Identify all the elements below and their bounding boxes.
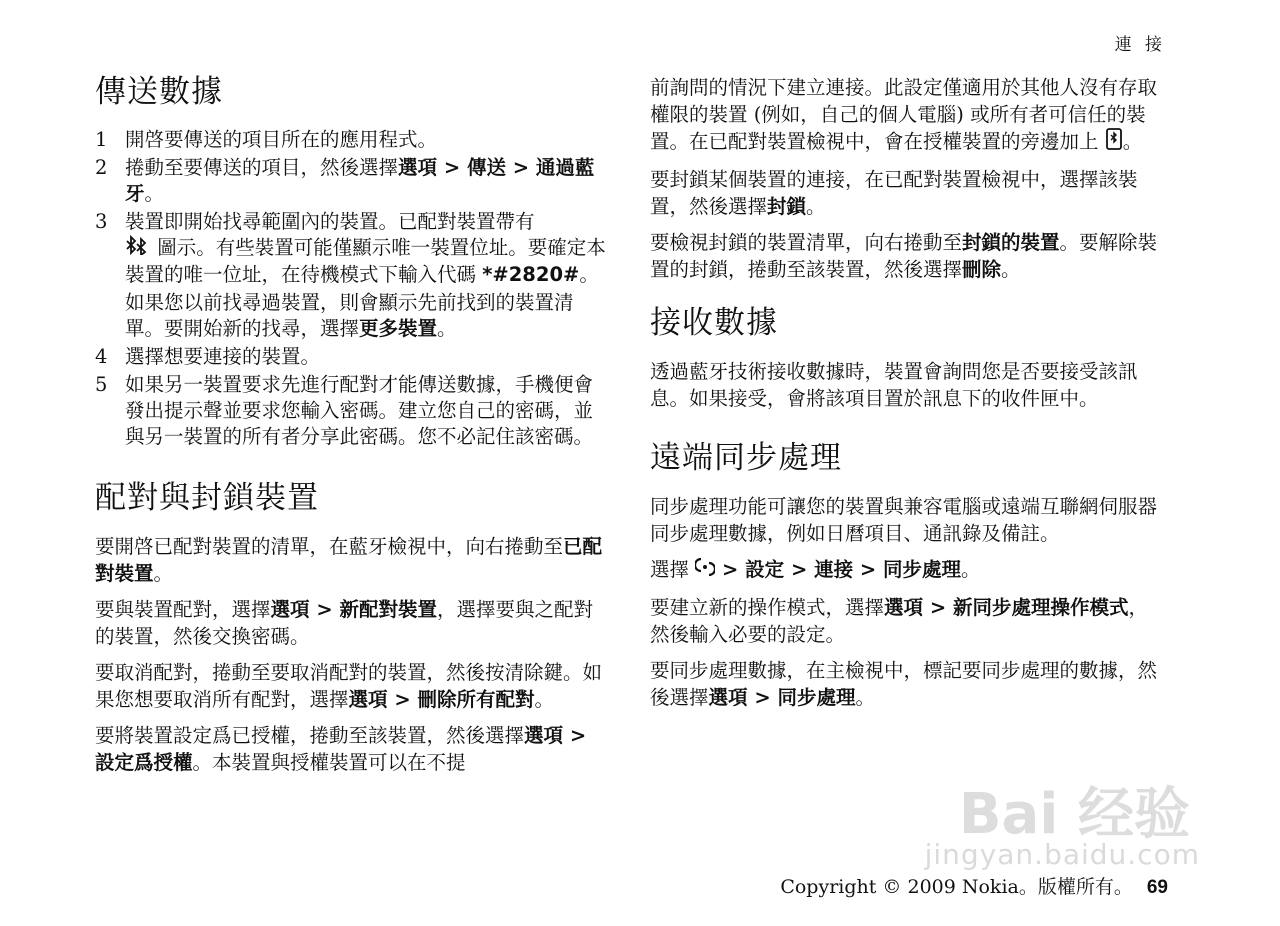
sync-paragraph-4: 要同步處理數據，在主檢視中，標記要同步處理的數據，然後選擇選項 > 同步處理。 (650, 659, 1158, 710)
list-item: 1 開啓要傳送的項目所在的應用程式。 (95, 128, 438, 152)
watermark-logo: Bai 经验 (958, 782, 1190, 847)
page-footer (780, 872, 1168, 899)
pair-block-heading: 配對與封鎖裝置 (95, 480, 319, 517)
remote-sync-heading: 遠端同步處理 (650, 440, 842, 477)
send-steps-list (95, 127, 610, 450)
receive-paragraph: 透過藍牙技術接收數據時，裝置會詢問您是否要接受該訊息。如果接受，會將該項目置於訊息下的收件匣中。 (650, 360, 1138, 411)
list-item: 5 如果另一裝置要求先進行配對才能傳送數據，手機便會發出提示聲並要求您輸入密碼。建立您自己的密碼，並與另一裝置的所有者分享此密碼。您不必記住該密碼。 (95, 373, 594, 449)
list-item: 2 捲動至要傳送的項目，然後選擇選項 > 傳送 > 通過藍牙。 (95, 156, 595, 206)
sync-paragraph-3: 要建立新的操作模式，選擇選項 > 新同步處理操作模式，然後輸入必要的設定。 (650, 596, 1148, 647)
page-number: 69 (1146, 877, 1168, 898)
list-item: 3 裝置即開始找尋範圍內的裝置。已配對裝置帶有 圖示。有些裝置可能僅顯示唯一裝置位址。要確定本裝置的唯一位址，在待機模式下輸入代碼 *#2820#。 如果您以前找尋過裝置，則會顯示先前找到的裝置清單。要開始新的找尋，選擇更多裝置。 (95, 210, 606, 341)
sync-paragraph-2: 選擇 > 設定 > 連接 > 同步處理。 (650, 556, 1162, 585)
running-header: 連 接 (1114, 35, 1166, 55)
sync-paragraph-1: 同步處理功能可讓您的裝置與兼容電腦或遠端互聯網伺服器同步處理數據，例如日曆項目、通訊錄及備註。 (650, 495, 1158, 546)
pair-paragraph-1: 要開啓已配對裝置的清單，在藍牙檢視中，向右捲動至已配對裝置。 (95, 535, 603, 586)
right-column (650, 74, 1162, 720)
block-paragraph-2: 要檢視封鎖的裝置清單，向右捲動至封鎖的裝置。要解除裝置的封鎖，捲動至該裝置，然後選擇刪除。 (650, 231, 1158, 281)
watermark-url: jingyan.baidu.com (924, 838, 1200, 871)
list-item: 4 選擇想要連接的裝置。 (95, 345, 321, 369)
send-data-heading: 傳送數據 (95, 74, 223, 110)
pair-paragraph-2: 要與裝置配對，選擇選項 > 新配對裝置，選擇要與之配對的裝置，然後交換密碼。 (95, 598, 593, 649)
copyright-text: Copyright © 2009 Nokia。版權所有。 (780, 876, 1133, 898)
pair-paragraph-3: 要取消配對，捲動至要取消配對的裝置，然後按清除鍵。如果您想要取消所有配對，選擇選項 > 刪除所有配對。 (95, 661, 603, 712)
continued-paragraph: 前詢問的情況下建立連接。此設定僅適用於其他人沒有存取權限的裝置 (例如，自己的個人電腦) 或所有者可信任的裝置。在已配對裝置檢視中，會在授權裝置的旁邊加上 。 (650, 74, 1162, 157)
block-paragraph-1: 要封鎖某個裝置的連接，在已配對裝置檢視中，選擇該裝置，然後選擇封鎖。 (650, 168, 1138, 218)
receive-data-heading: 接收數據 (650, 305, 778, 341)
left-column (95, 74, 610, 785)
pair-paragraph-4: 要將裝置設定爲已授權，捲動至該裝置，然後選擇選項 > 設定爲授權。本裝置與授權裝置可以在不提 (95, 724, 587, 775)
bluetooth-paired-icon (125, 235, 151, 262)
authorized-device-icon (1105, 128, 1123, 157)
menu-key-icon (695, 556, 715, 585)
